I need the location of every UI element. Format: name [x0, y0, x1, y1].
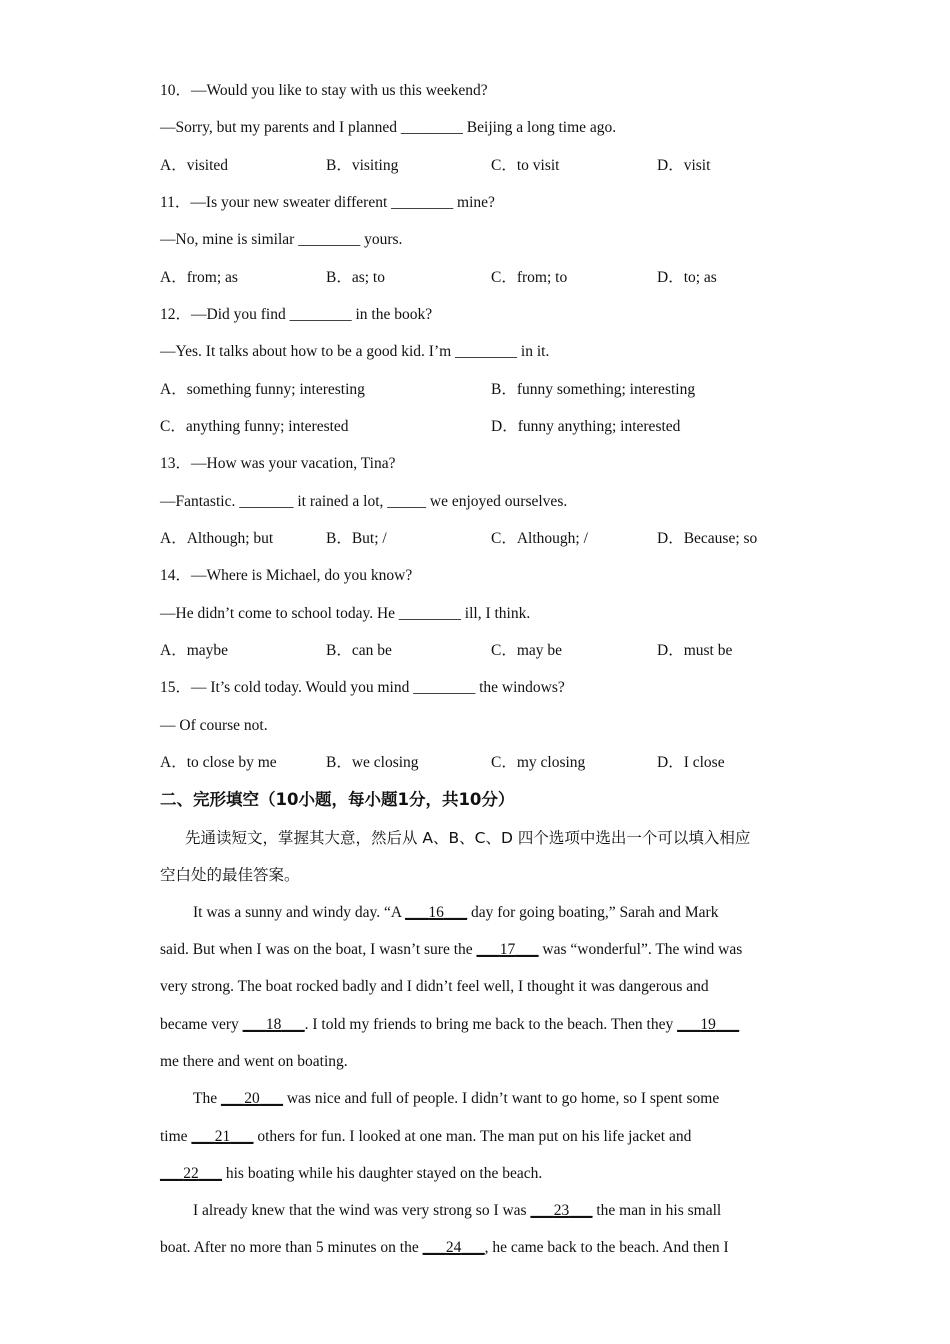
question-15-prompt: 15．— It’s cold today. Would you mind ________ the windows?: [160, 679, 565, 696]
question-12-response: —Yes. It talks about how to be a good kid. I’m ________ in it.: [160, 343, 550, 360]
blank-17: ___17___: [476, 941, 539, 958]
question-12-option-d: D．funny anything; interested: [491, 418, 681, 435]
passage-line-9: I already knew that the wind was very strong so I was ___23___ the man in his small: [193, 1202, 722, 1219]
question-10-response: —Sorry, but my parents and I planned ________ Beijing a long time ago.: [160, 119, 617, 136]
passage-line-7: time ___21___ others for fun. I looked at one man. The man put on his life jacket and: [160, 1128, 692, 1145]
passage-line-1: It was a sunny and windy day. “A ___16___ day for going boating,” Sarah and Mark: [193, 904, 719, 921]
question-15-response: — Of course not.: [160, 717, 268, 734]
question-14-option-d: D．must be: [657, 642, 733, 659]
question-11-prompt: 11．—Is your new sweater different ________ mine?: [160, 194, 495, 211]
section-2-instruction-line-2: 空白处的最佳答案。: [160, 866, 300, 884]
question-12-prompt: 12．—Did you find ________ in the book?: [160, 306, 433, 323]
question-12-option-b: B．funny something; interesting: [491, 381, 696, 398]
question-14-option-b: B．can be: [326, 642, 392, 659]
question-13-option-d: D．Because; so: [657, 530, 758, 547]
passage-line-6: The ___20___ was nice and full of people. I didn’t want to go home, so I spent some: [193, 1090, 720, 1107]
question-13-option-a: A．Although; but: [160, 530, 274, 547]
question-11-option-c: C．from; to: [491, 269, 568, 286]
question-15-option-a: A．to close by me: [160, 754, 277, 771]
question-11-option-b: B．as; to: [326, 269, 385, 286]
question-10-option-c: C．to visit: [491, 157, 560, 174]
question-15-option-c: C．my closing: [491, 754, 586, 771]
question-12-option-c: C．anything funny; interested: [160, 418, 349, 435]
question-14-option-c: C．may be: [491, 642, 563, 659]
passage-line-8: ___22___ his boating while his daughter stayed on the beach.: [160, 1165, 543, 1182]
blank-24: ___24___: [422, 1239, 485, 1256]
question-11-option-a: A．from; as: [160, 269, 238, 286]
question-13-prompt: 13．—How was your vacation, Tina?: [160, 455, 396, 472]
blank-21: ___21___: [191, 1128, 254, 1145]
section-2-instruction-line-1: 先通读短文，掌握其大意，然后从 A、B、C、D 四个选项中选出一个可以填入相应: [185, 829, 751, 847]
question-11-response: —No, mine is similar ________ yours.: [160, 231, 403, 248]
passage-line-2: said. But when I was on the boat, I wasn’t sure the ___17___ was “wonderful”. The wind was: [160, 941, 743, 958]
question-10-option-a: A．visited: [160, 157, 229, 174]
blank-18: ___18___: [242, 1016, 305, 1033]
question-14-prompt: 14．—Where is Michael, do you know?: [160, 567, 413, 584]
question-10-prompt: 10．—Would you like to stay with us this weekend?: [160, 82, 488, 99]
question-12-option-a: A．something funny; interesting: [160, 381, 365, 398]
passage-line-10: boat. After no more than 5 minutes on the ___24___, he came back to the beach. And then I: [160, 1239, 729, 1256]
blank-20: ___20___: [220, 1090, 283, 1107]
passage-line-5: me there and went on boating.: [160, 1053, 348, 1070]
blank-22: ___22___: [160, 1165, 222, 1182]
section-2-heading: 二、完形填空（10小题，每小题1分，共10分）: [160, 790, 515, 809]
passage-line-4: became very ___18___. I told my friends to bring me back to the beach. Then they ___19___: [160, 1016, 740, 1033]
question-10-option-b: B．visiting: [326, 157, 399, 174]
question-13-option-b: B．But; /: [326, 530, 387, 547]
question-10-option-d: D．visit: [657, 157, 711, 174]
question-15-option-d: D．I close: [657, 754, 725, 771]
question-13-option-c: C．Although; /: [491, 530, 588, 547]
question-14-response: —He didn’t come to school today. He ________ ill, I think.: [160, 605, 531, 622]
question-14-option-a: A．maybe: [160, 642, 229, 659]
question-15-option-b: B．we closing: [326, 754, 419, 771]
passage-line-3: very strong. The boat rocked badly and I didn’t feel well, I thought it was dangerous and: [160, 978, 709, 995]
blank-19: ___19___: [677, 1016, 740, 1033]
blank-23: ___23___: [530, 1202, 593, 1219]
question-11-option-d: D．to; as: [657, 269, 717, 286]
question-13-response: —Fantastic. _______ it rained a lot, _____ we enjoyed ourselves.: [160, 493, 568, 510]
blank-16: ___16___: [405, 904, 468, 921]
